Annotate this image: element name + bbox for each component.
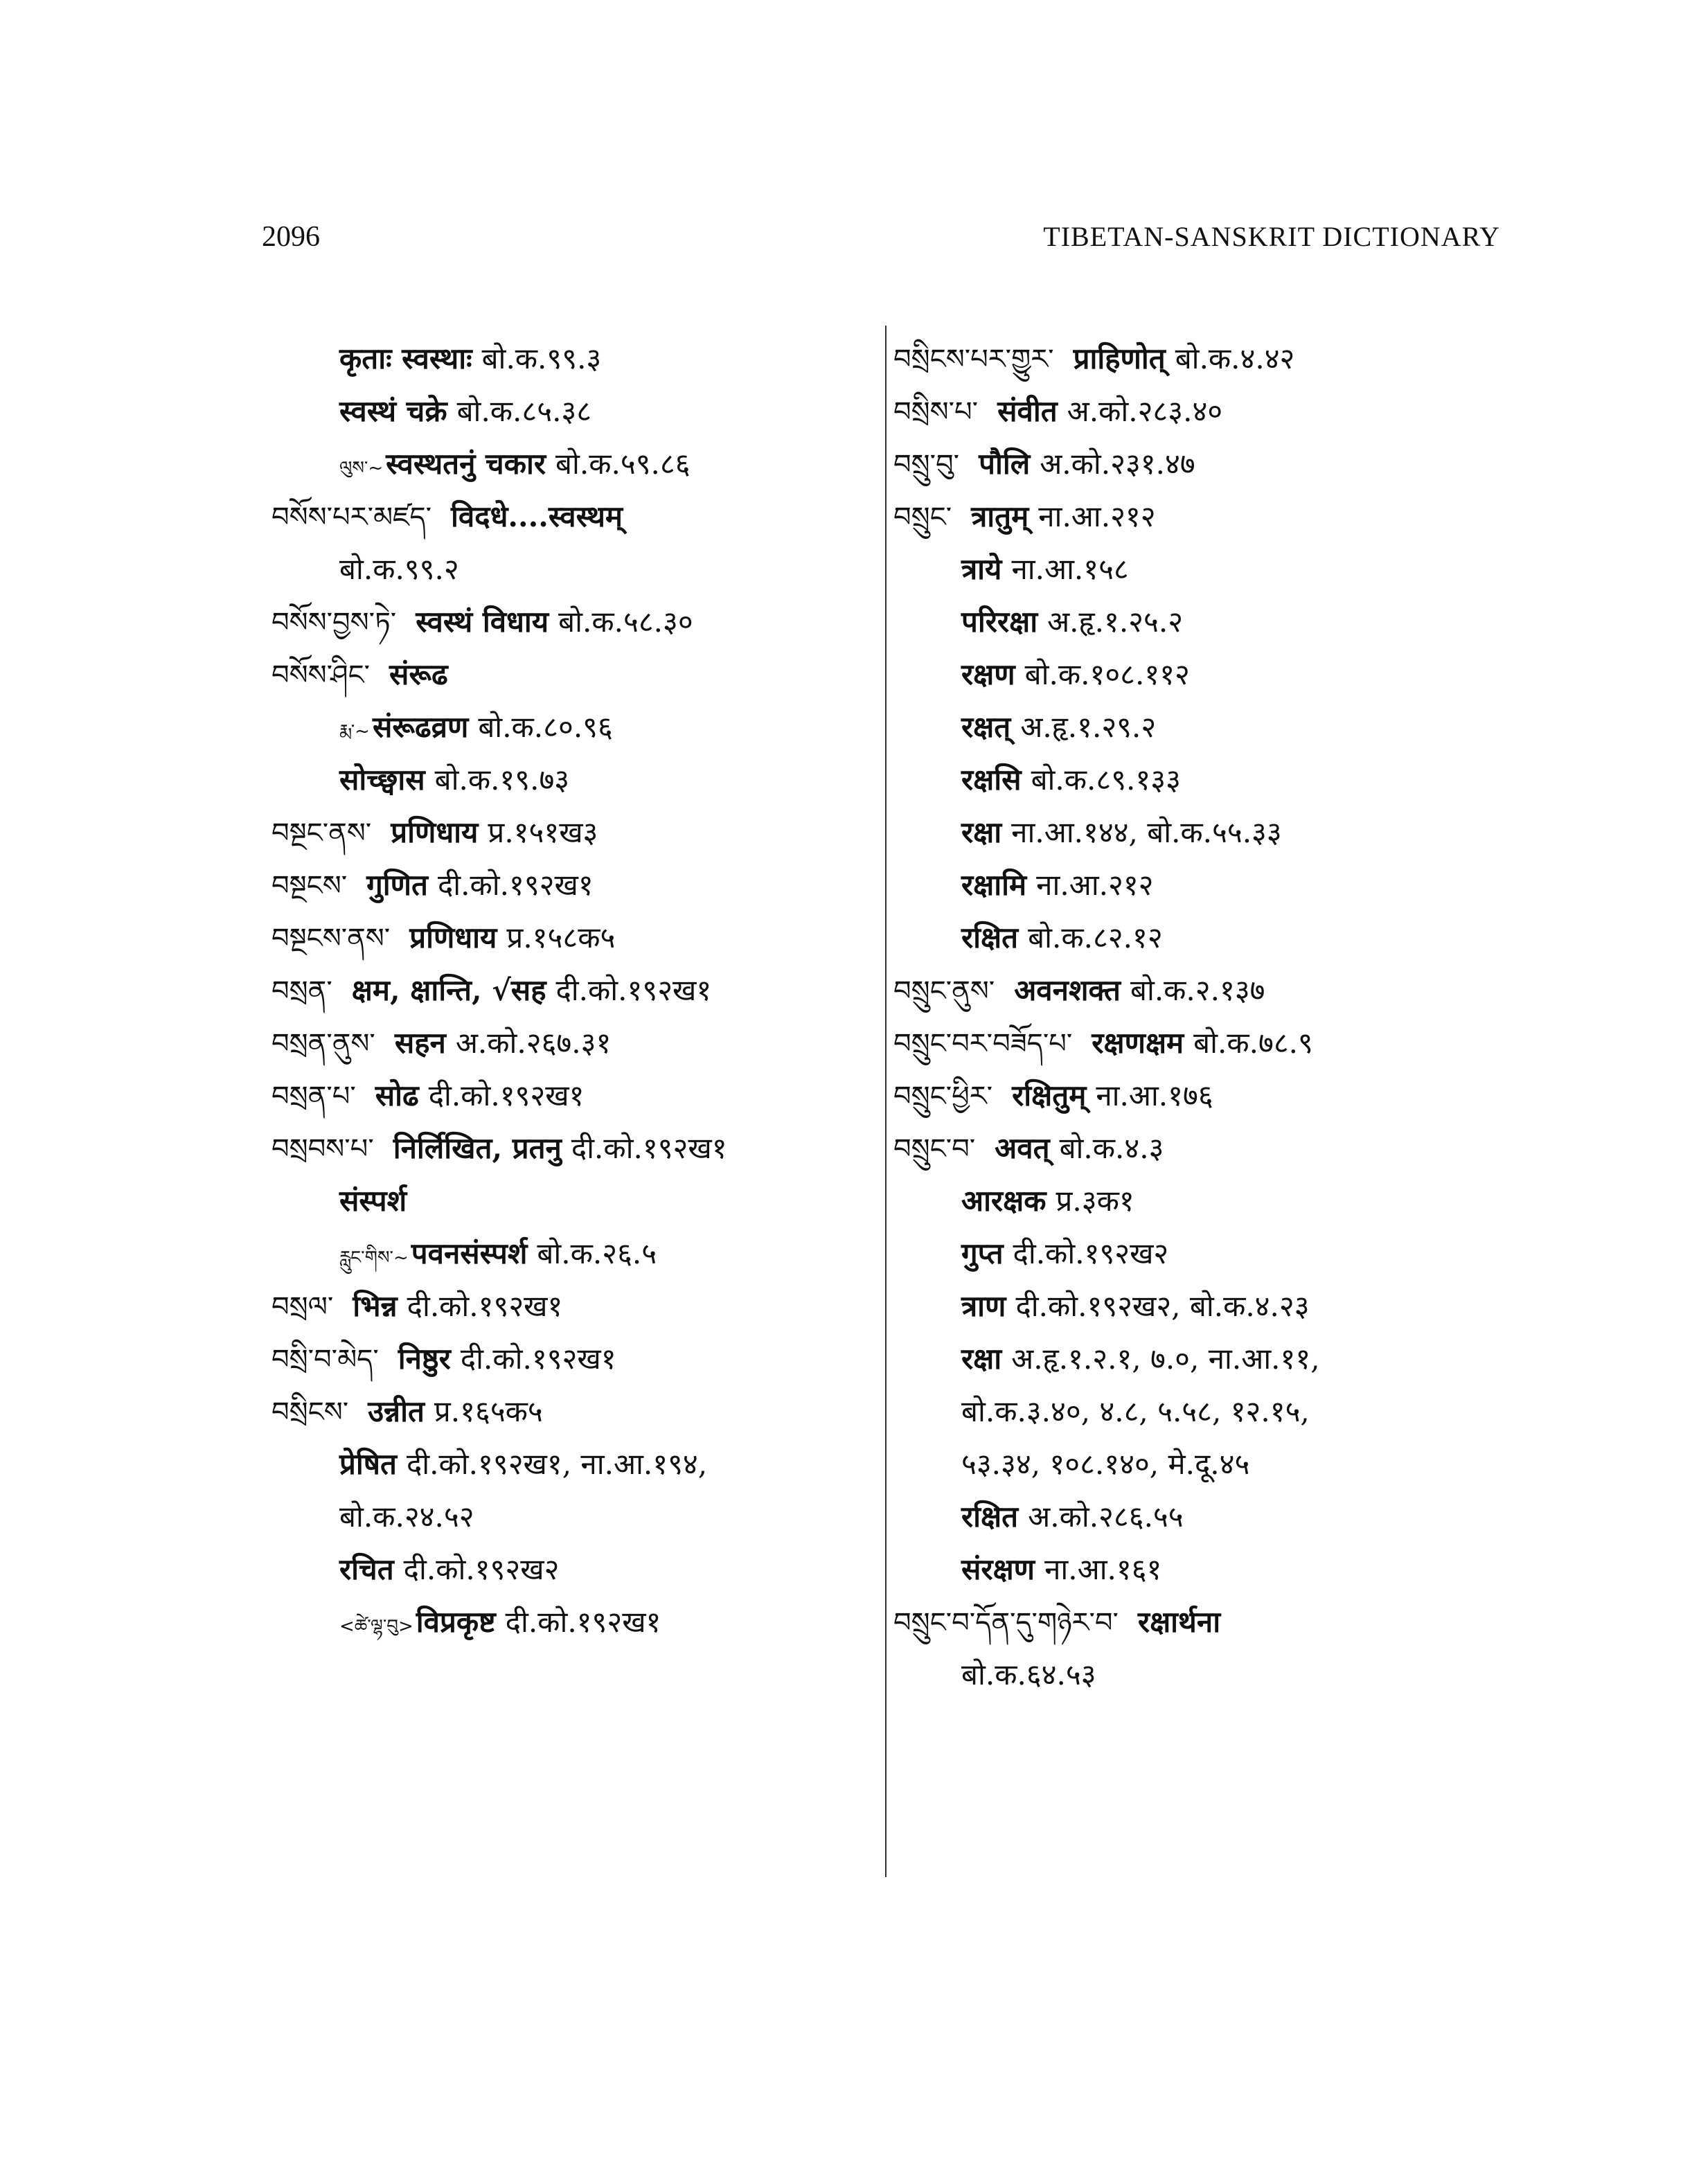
headword-line — [893, 385, 1503, 438]
sanskrit-equivalent: निष्ठुर — [398, 1342, 451, 1376]
sanskrit-equivalent: विदधे....स्वस्थम् — [451, 499, 623, 533]
headword-line — [271, 859, 881, 912]
tibetan-headword: བསྲན་པ་ — [271, 1081, 356, 1112]
sub-entry-line — [271, 701, 881, 754]
sanskrit-equivalent: सोढ — [375, 1078, 419, 1112]
sanskrit-equivalent: रक्षित — [961, 1500, 1019, 1534]
sub-entry-line — [271, 385, 881, 438]
tibetan-headword: བསྲིས་པ་ — [893, 396, 979, 428]
headword-line — [893, 964, 1503, 1017]
sub-entry-line — [893, 596, 1503, 648]
sanskrit-equivalent: रक्षत् — [961, 710, 1011, 744]
sanskrit-equivalent: रक्षार्थना — [1137, 1605, 1221, 1639]
headword-line — [271, 596, 881, 648]
sub-entry-line — [893, 1175, 1503, 1227]
sub-entry-line — [893, 1649, 1503, 1701]
tibetan-headword: བསྲན་ནུས་ — [271, 1028, 375, 1060]
sub-entry-line — [893, 806, 1503, 859]
sub-entry-line — [893, 1385, 1503, 1438]
sanskrit-equivalent: त्राण — [961, 1289, 1006, 1323]
source-reference: दी.को.१९२ख१ — [571, 1131, 727, 1165]
sub-entry-line — [271, 332, 881, 385]
sanskrit-equivalent: आरक्षक — [961, 1184, 1047, 1218]
headword-line — [893, 438, 1503, 490]
sub-entry-line — [271, 1227, 881, 1280]
headword-line — [271, 1280, 881, 1333]
sanskrit-equivalent: स्वस्थं चक्रे — [339, 394, 447, 428]
sanskrit-equivalent: रक्षित — [961, 921, 1019, 955]
sanskrit-equivalent: रक्षा — [961, 815, 1002, 849]
headword-line — [271, 648, 881, 701]
source-reference: ना.आ.१५८ — [1011, 552, 1129, 586]
sanskrit-equivalent: प्राहिणोत् — [1073, 341, 1166, 375]
source-reference: बो.क.८०.९६ — [478, 710, 613, 744]
source-reference: दी.को.१९२ख१, ना.आ.१९४, — [407, 1447, 708, 1481]
sub-entry-line — [271, 1543, 881, 1596]
source-reference: दी.को.१९२ख१ — [407, 1289, 563, 1323]
tibetan-headword: བསྲིངས་པར་གྱུར་ — [893, 344, 1054, 375]
sanskrit-equivalent: अवनशक्त — [1014, 973, 1121, 1007]
headword-line — [271, 490, 881, 543]
sub-entry-line — [893, 701, 1503, 754]
headword-line — [271, 1385, 881, 1438]
tibetan-headword: བསྲུང་ནུས་ — [893, 975, 995, 1007]
sanskrit-equivalent: रक्षण — [961, 657, 1015, 691]
sub-entry-line — [893, 1491, 1503, 1543]
source-reference: ना.आ.१४४, बो.क.५५.३३ — [1011, 815, 1282, 849]
source-reference: बो.क.७८.९ — [1193, 1026, 1313, 1060]
sanskrit-equivalent: कृताः स्वस्थाः — [339, 341, 472, 375]
tibetan-headword: བསོས་པར་མཛད་ — [271, 501, 432, 533]
tibetan-compound-prefix: <ཚེ་ལྷ་བུ> — [339, 1616, 413, 1637]
source-reference: बो.क.२४.५२ — [339, 1500, 474, 1534]
sanskrit-equivalent: सहन — [394, 1026, 446, 1060]
sanskrit-equivalent: पौलि — [979, 447, 1031, 481]
sanskrit-equivalent: विप्रकृष्ट — [416, 1605, 496, 1639]
sanskrit-equivalent: भिन्न — [353, 1289, 398, 1323]
tibetan-headword: བསྲན་ — [271, 975, 332, 1007]
sub-entry-line — [893, 1280, 1503, 1333]
column-divider — [885, 326, 887, 1877]
source-reference: ना.आ.२१२ — [1038, 499, 1156, 533]
headword-line — [271, 1333, 881, 1385]
source-reference: बो.क.४.४२ — [1175, 341, 1295, 375]
sanskrit-equivalent: त्राये — [961, 552, 1002, 586]
source-reference: दी.को.१९२ख२ — [1013, 1236, 1169, 1270]
tibetan-headword: བསྔང་ནས་ — [271, 817, 372, 849]
source-reference: बो.क.९९.२ — [339, 552, 459, 586]
sub-entry-line — [271, 1438, 881, 1491]
source-reference: ५३.३४, १०८.१४०, मे.दू.४५ — [961, 1447, 1250, 1481]
tibetan-headword: བསྲལ་ — [271, 1291, 334, 1323]
sanskrit-equivalent: गुणित — [366, 868, 428, 902]
sanskrit-equivalent: संस्पर्श — [339, 1184, 407, 1218]
headword-line — [893, 1122, 1503, 1175]
source-reference: बो.क.८९.१३३ — [1031, 763, 1181, 797]
right-column — [893, 332, 1503, 1701]
source-reference: बो.क.८५.३८ — [456, 394, 592, 428]
sanskrit-equivalent: प्रणिधाय — [409, 921, 497, 955]
sanskrit-equivalent: सोच्छ्वास — [339, 763, 425, 797]
sanskrit-equivalent: रक्षितुम् — [1012, 1078, 1087, 1112]
left-column — [271, 332, 881, 1649]
source-reference: दी.को.१९२ख१ — [428, 1078, 585, 1112]
tibetan-compound-prefix: རླུང་གིས་~ — [339, 1248, 409, 1268]
source-reference: दी.को.१९२ख१ — [437, 868, 594, 902]
source-reference: बो.क.५८.३० — [558, 605, 693, 639]
source-reference: दी.को.१९२ख२, बो.क.४.२३ — [1015, 1289, 1310, 1323]
source-reference: बो.क.२.१३७ — [1130, 973, 1265, 1007]
source-reference: ना.आ.१६१ — [1044, 1552, 1162, 1586]
sanskrit-equivalent: रक्षसि — [961, 763, 1022, 797]
sanskrit-equivalent: रक्षा — [961, 1342, 1002, 1376]
sanskrit-equivalent: स्वस्थं विधाय — [416, 605, 549, 639]
source-reference: अ.को.२८६.५५ — [1028, 1500, 1184, 1534]
headword-line — [893, 332, 1503, 385]
headword-line — [893, 1596, 1503, 1649]
sanskrit-equivalent: प्रणिधाय — [391, 815, 479, 849]
tibetan-headword: བསྔངས་ — [271, 870, 348, 902]
sub-entry-line — [893, 648, 1503, 701]
source-reference: ना.आ.१७६ — [1096, 1078, 1213, 1112]
sanskrit-equivalent: रक्षामि — [961, 868, 1027, 902]
source-reference: अ.हृ.१.२.१, ७.०, ना.आ.११, — [1011, 1342, 1320, 1376]
sanskrit-equivalent: प्रेषित — [339, 1447, 397, 1481]
sub-entry-line — [271, 543, 881, 596]
headword-line — [893, 1069, 1503, 1122]
headword-line — [893, 490, 1503, 543]
sub-entry-line — [271, 1491, 881, 1543]
tibetan-headword: བསྲུ་བུ་ — [893, 449, 960, 481]
headword-line — [271, 1069, 881, 1122]
tibetan-headword: བསོས་བྱས་ཏེ་ — [271, 607, 397, 639]
source-reference: प्र.१५८क५ — [506, 921, 616, 955]
sanskrit-equivalent: अवत् — [995, 1131, 1050, 1165]
source-reference: अ.हृ.१.२९.२ — [1020, 710, 1157, 744]
source-reference: बो.क.२६.५ — [537, 1236, 657, 1270]
sanskrit-equivalent: संरूढव्रण — [372, 710, 469, 744]
sub-entry-line — [893, 543, 1503, 596]
tibetan-headword: བསྲུང་ — [893, 501, 952, 533]
source-reference: बो.क.६४.५३ — [961, 1658, 1096, 1692]
sub-entry-line — [271, 1175, 881, 1227]
tibetan-headword: བསྲུང་བར་བཟོད་པ་ — [893, 1028, 1073, 1060]
sanskrit-equivalent: रक्षणक्षम — [1092, 1026, 1184, 1060]
sanskrit-equivalent: त्रातुम् — [971, 499, 1029, 533]
sub-entry-line — [893, 1543, 1503, 1596]
sub-entry-line — [893, 912, 1503, 964]
source-reference: प्र.१५१ख३ — [488, 815, 598, 849]
source-reference: बो.क.९९.३ — [481, 341, 602, 375]
headword-line — [271, 964, 881, 1017]
tibetan-headword: བསྲུང་ཕྱིར་ — [893, 1081, 993, 1112]
sub-entry-line — [271, 438, 881, 490]
sanskrit-equivalent: क्षम, क्षान्ति, √सह — [351, 973, 546, 1007]
sanskrit-equivalent: संरक्षण — [961, 1552, 1035, 1586]
tibetan-headword: བསྲུང་བ་དོན་དུ་གཉེར་བ་ — [893, 1607, 1119, 1639]
source-reference: दी.को.१९२ख१ — [460, 1342, 616, 1376]
source-reference: बो.क.४.३ — [1059, 1131, 1164, 1165]
sub-entry-line — [893, 1227, 1503, 1280]
tibetan-headword: བསྲིངས་ — [271, 1396, 349, 1428]
sanskrit-equivalent: परिरक्षा — [961, 605, 1038, 639]
sanskrit-equivalent: गुप्त — [961, 1236, 1004, 1270]
source-reference: प्र.१६५क५ — [434, 1394, 543, 1428]
source-reference: दी.को.१९२ख१ — [555, 973, 712, 1007]
headword-line — [271, 806, 881, 859]
headword-line — [271, 1017, 881, 1069]
sanskrit-equivalent: उन्नीत — [368, 1394, 425, 1428]
source-reference: बो.क.३.४०, ४.८, ५.५८, १२.१५, — [961, 1394, 1310, 1428]
tibetan-headword: བསྔངས་ནས་ — [271, 923, 391, 955]
source-reference: बो.क.१९.७३ — [434, 763, 570, 797]
sanskrit-equivalent: रचित — [339, 1552, 394, 1586]
sub-entry-line — [893, 1438, 1503, 1491]
source-reference: बो.क.५९.८६ — [555, 447, 691, 481]
source-reference: अ.को.२६७.३१ — [455, 1026, 612, 1060]
sub-entry-line — [893, 859, 1503, 912]
source-reference: ना.आ.२१२ — [1036, 868, 1154, 902]
source-reference: बो.क.८२.१२ — [1028, 921, 1163, 955]
running-title: TIBETAN-SANSKRIT DICTIONARY — [1043, 221, 1500, 252]
headword-line — [893, 1017, 1503, 1069]
sub-entry-line — [271, 1596, 881, 1649]
source-reference: दी.को.१९२ख२ — [403, 1552, 560, 1586]
sanskrit-equivalent: संवीत — [997, 394, 1058, 428]
source-reference: दी.को.१९२ख१ — [505, 1605, 661, 1639]
tibetan-headword: བསོས་ཤིང་ — [271, 659, 370, 691]
sanskrit-equivalent: संरूढ — [389, 657, 448, 691]
tibetan-compound-prefix: རྨ་~ — [339, 721, 370, 742]
tibetan-headword: བསྲི་བ་མེད་ — [271, 1344, 379, 1376]
tibetan-headword: བསྲབས་པ་ — [271, 1133, 374, 1165]
sub-entry-line — [893, 1333, 1503, 1385]
source-reference: अ.को.२८३.४० — [1067, 394, 1223, 428]
headword-line — [271, 1122, 881, 1175]
sub-entry-line — [271, 754, 881, 806]
tibetan-headword: བསྲུང་བ་ — [893, 1133, 976, 1165]
sanskrit-equivalent: निर्लिखित, प्रतनु — [393, 1131, 562, 1165]
source-reference: अ.को.२३१.४७ — [1040, 447, 1195, 481]
sub-entry-line — [893, 754, 1503, 806]
source-reference: बो.क.१०८.११२ — [1024, 657, 1190, 691]
sanskrit-equivalent: स्वस्थतनुं चकार — [386, 447, 546, 481]
source-reference: प्र.३क१ — [1056, 1184, 1134, 1218]
sanskrit-equivalent: पवनसंस्पर्श — [411, 1236, 528, 1270]
source-reference: अ.हृ.१.२५.२ — [1047, 605, 1184, 639]
tibetan-compound-prefix: ལུས་~ — [339, 458, 384, 479]
page-number: 2096 — [262, 221, 320, 253]
headword-line — [271, 912, 881, 964]
